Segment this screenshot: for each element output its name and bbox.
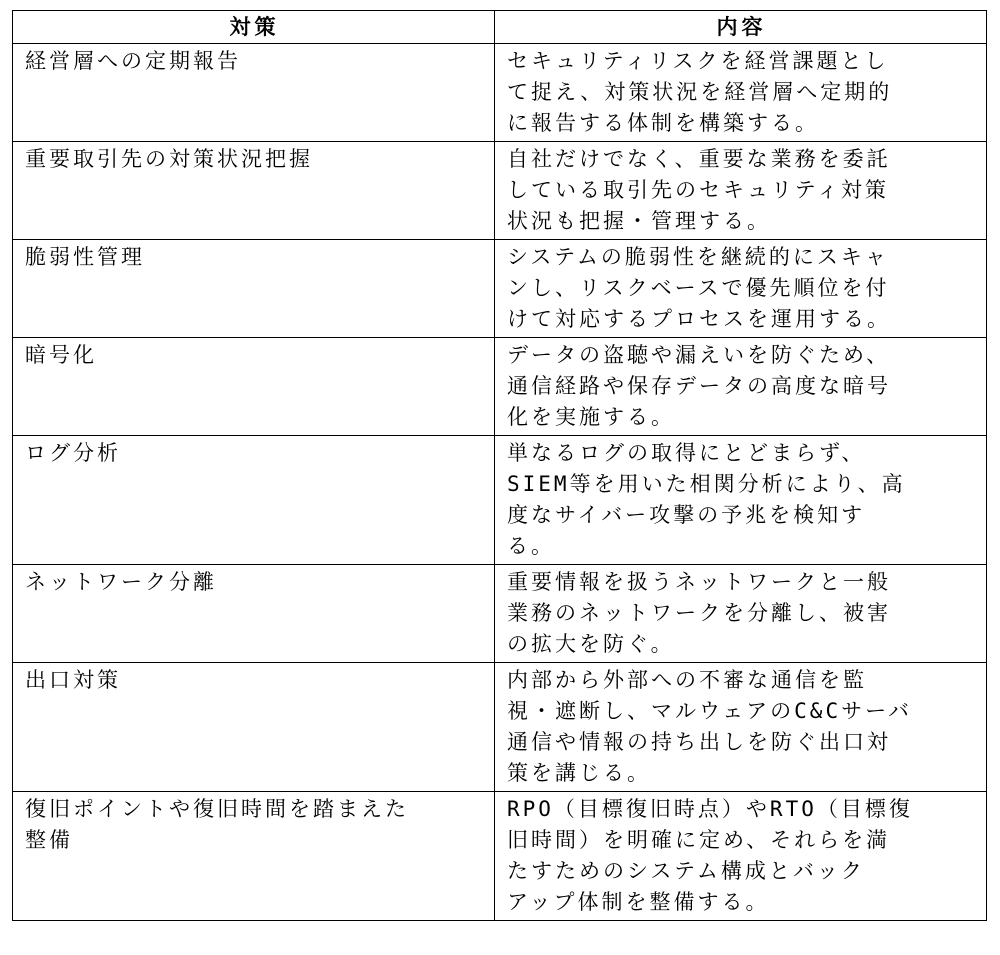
measure-cell: 復旧ポイントや復旧時間を踏まえた 整備 (13, 792, 495, 921)
table-row (13, 240, 987, 338)
table-row (13, 663, 987, 792)
measure-cell: 出口対策 (13, 663, 495, 792)
measure-cell: 脆弱性管理 (13, 240, 495, 338)
table-row (13, 565, 987, 663)
measure-cell: 重要取引先の対策状況把握 (13, 142, 495, 240)
header-measure: 対策 (13, 11, 495, 44)
table-row (13, 436, 987, 565)
content-cell: 単なるログの取得にとどまらず、 SIEM等を用いた相関分析により、高 度なサイバー攻撃の予兆を検知す る。 (495, 436, 987, 565)
measure-cell: 暗号化 (13, 338, 495, 436)
header-content: 内容 (495, 11, 987, 44)
content-cell: データの盗聴や漏えいを防ぐため、 通信経路や保存データの高度な暗号 化を実施する。 (495, 338, 987, 436)
measure-cell: ログ分析 (13, 436, 495, 565)
measure-cell: 経営層への定期報告 (13, 44, 495, 142)
content-cell: 内部から外部への不審な通信を監 視・遮断し、マルウェアのC&Cサーバ 通信や情報の持ち出しを防ぐ出口対 策を講じる。 (495, 663, 987, 792)
content-cell: 自社だけでなく、重要な業務を委託 している取引先のセキュリティ対策 状況も把握・管理する。 (495, 142, 987, 240)
table-row (13, 142, 987, 240)
table-header-row (13, 11, 987, 44)
content-cell: 重要情報を扱うネットワークと一般 業務のネットワークを分離し、被害 の拡大を防ぐ。 (495, 565, 987, 663)
content-cell: RPO（目標復旧時点）やRTO（目標復 旧時間）を明確に定め、それらを満 たすためのシステム構成とバック アップ体制を整備する。 (495, 792, 987, 921)
content-cell: システムの脆弱性を継続的にスキャ ンし、リスクベースで優先順位を付 けて対応するプロセスを運用する。 (495, 240, 987, 338)
table-row (13, 792, 987, 921)
table-row (13, 44, 987, 142)
table-row (13, 338, 987, 436)
security-measures-table (12, 10, 987, 921)
measure-cell: ネットワーク分離 (13, 565, 495, 663)
content-cell: セキュリティリスクを経営課題とし て捉え、対策状況を経営層へ定期的 に報告する体制を構築する。 (495, 44, 987, 142)
